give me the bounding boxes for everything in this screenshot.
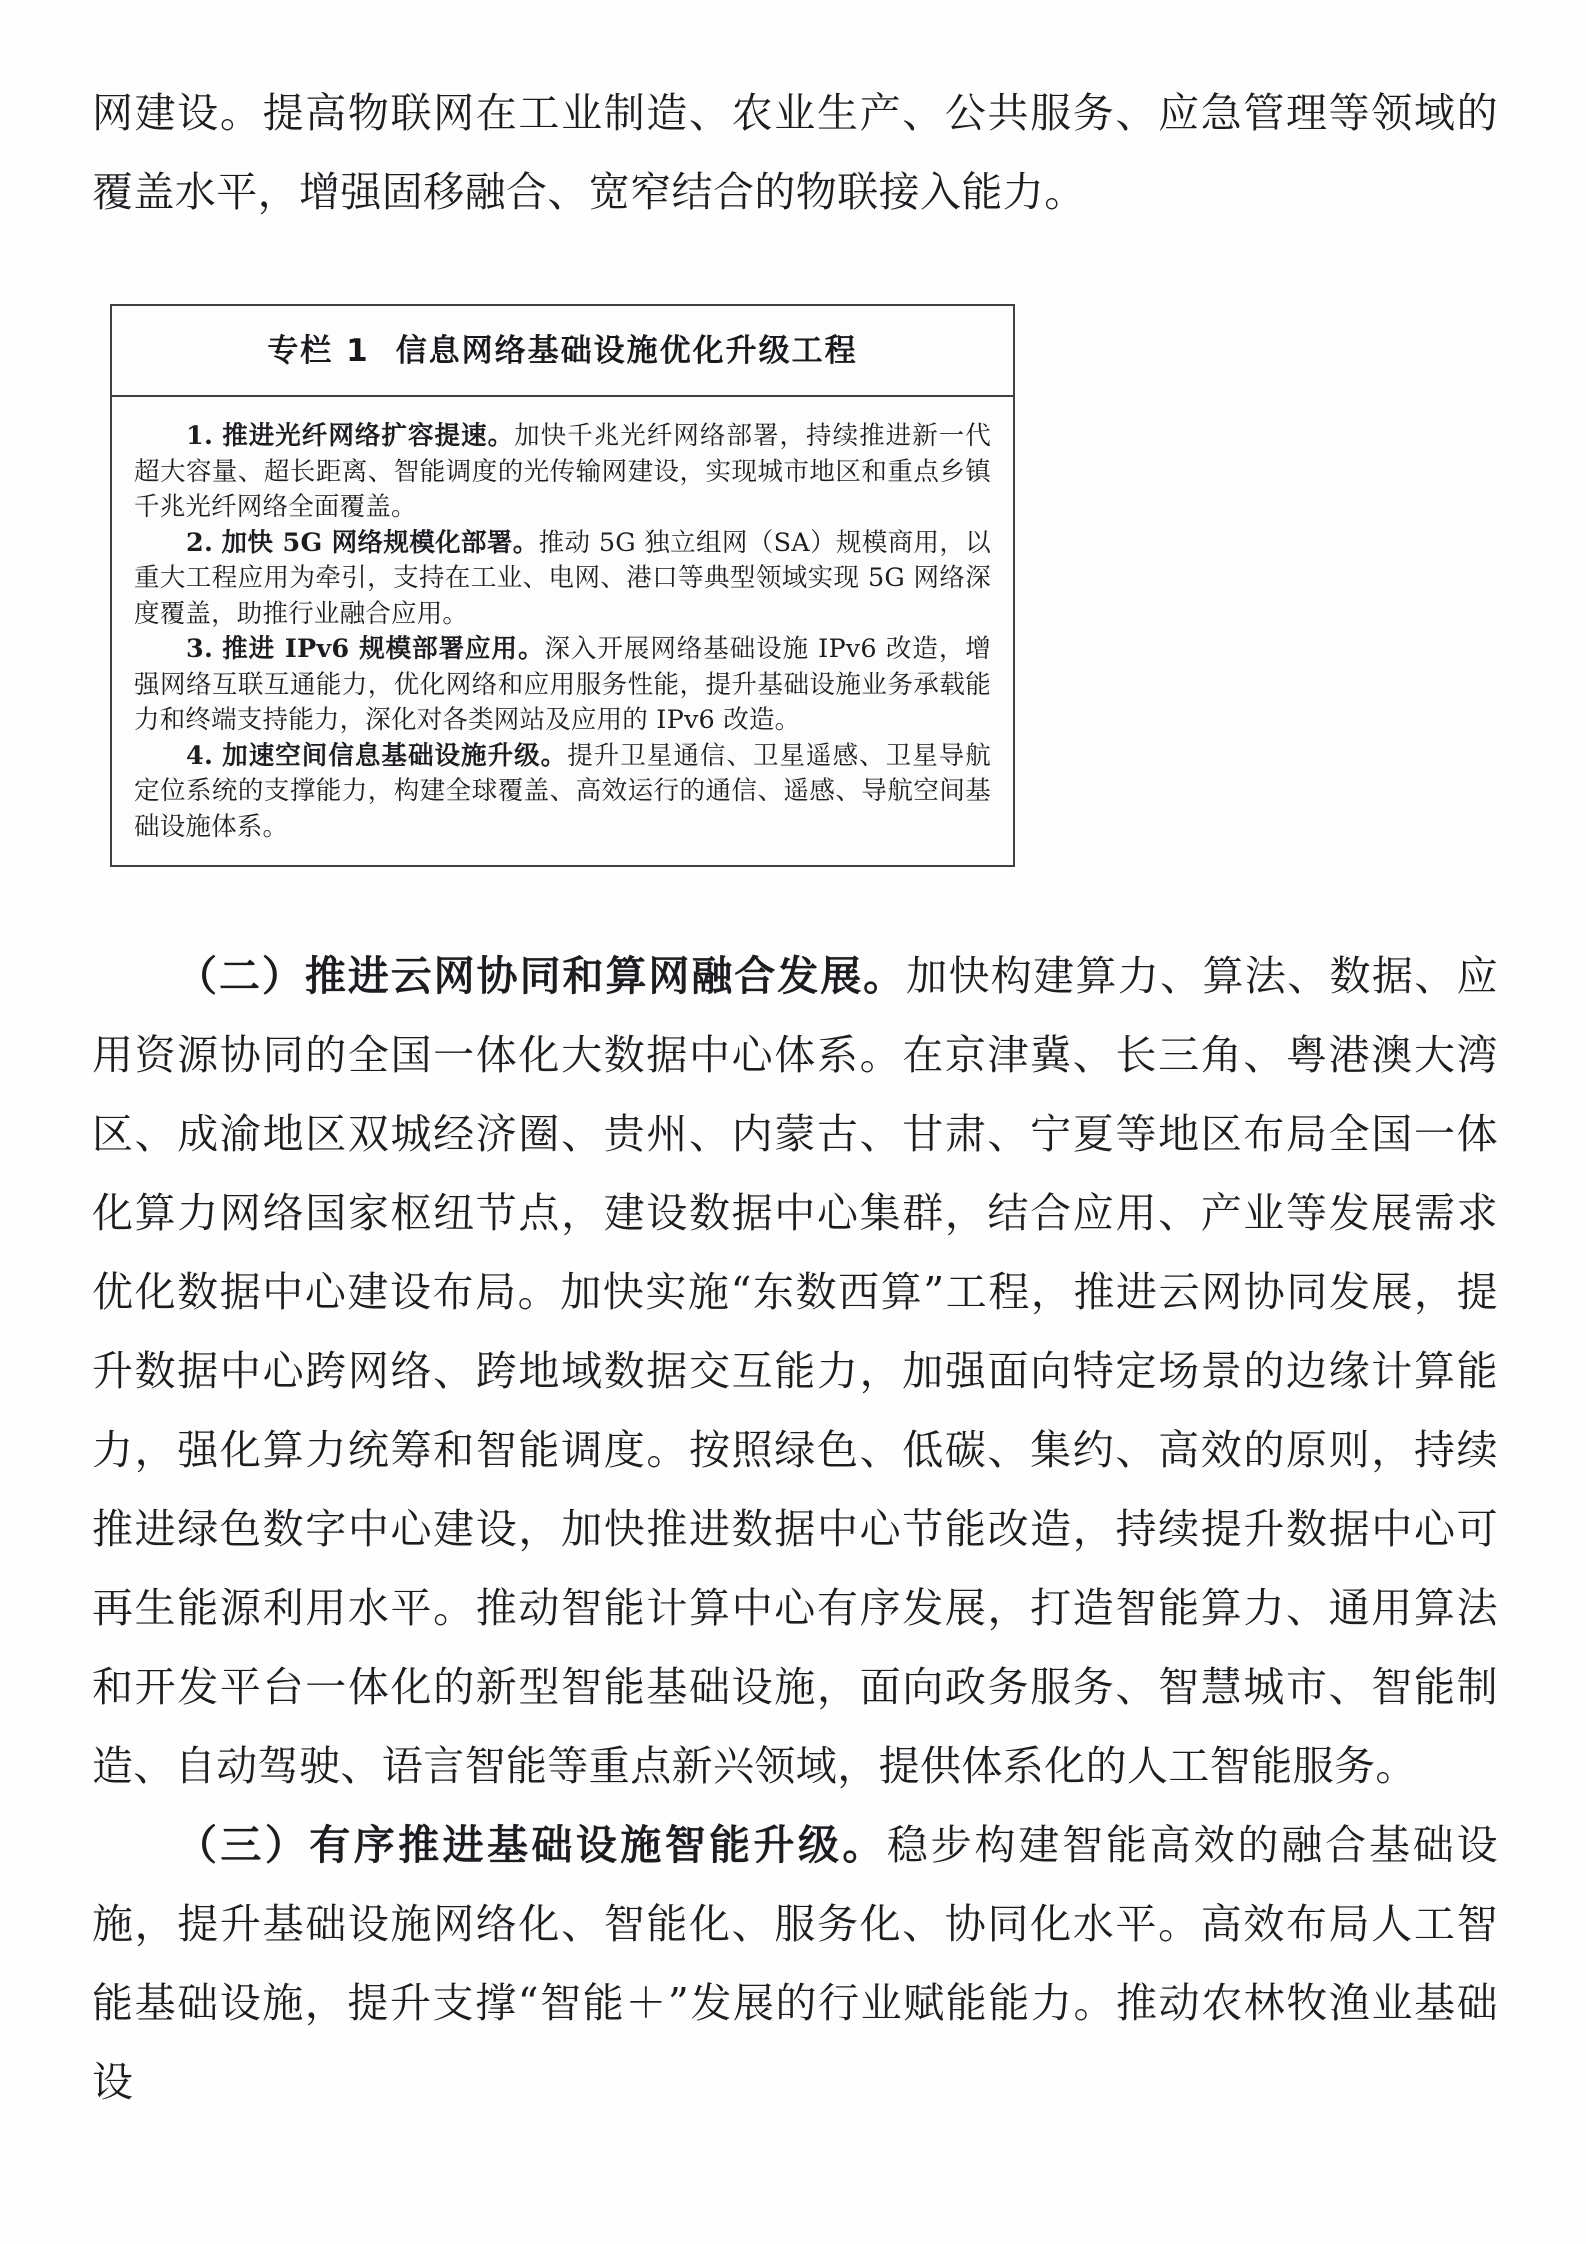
callout-item <box>134 419 991 526</box>
callout-item <box>134 739 991 846</box>
section-body-two: 加快构建算力、算法、数据、应用资源协同的全国一体化大数据中心体系。在京津冀、长三角、粤港澳大湾区、成渝地区双城经济圈、贵州、内蒙古、甘肃、宁夏等地区布局全国一体化算力网络国家枢纽节点，建设数据中心集群，结合应用、产业等发展需求优化数据中心建设布局。加快实施“东数西算”工程，推进云网协同发展，提升数据中心跨网络、跨地域数据交互能力，加强面向特定场景的边缘计算能力，强化算力统筹和智能调度。按照绿色、低碳、集约、高效的原则，持续推进绿色数字中心建设，加快推进数据中心节能改造，持续提升数据中心可再生能源利用水平。推动智能计算中心有序发展，打造智能算力、通用算法和开发平台一体化的新型智能基础设施，面向政务服务、智慧城市、智能制造、自动驾驶、语言智能等重点新兴领域，提供体系化的人工智能服务。 <box>92 952 1498 1791</box>
callout-item <box>134 632 991 739</box>
callout-item-number: 4. <box>186 740 214 771</box>
callout-item-body: 提升卫星通信、卫星遥感、卫星导航定位系统的支撑能力，构建全球覆盖、高效运行的通信、遥感、导航空间基础设施体系。 <box>134 740 991 842</box>
section-body-three: 稳步构建智能高效的融合基础设施，提升基础设施网络化、智能化、服务化、协同化水平。高效布局人工智能基础设施，提升支撑“智能＋”发展的行业赋能能力。推动农林牧渔业基础设 <box>92 1821 1498 2107</box>
callout-item <box>134 526 991 633</box>
page-content <box>92 74 1498 2122</box>
section-lead-two: （二）推进云网协同和算网融合发展。 <box>176 952 907 1001</box>
callout-body <box>112 397 1013 865</box>
callout-item-number: 1. <box>186 421 214 452</box>
continued-paragraph: 网建设。提高物联网在工业制造、农业生产、公共服务、应急管理等领域的覆盖水平，增强固移融合、宽窄结合的物联接入能力。 <box>92 89 1498 216</box>
callout-item-heading: 推进光纤网络扩容提速。 <box>222 421 515 452</box>
callout-item-number: 2. <box>186 527 214 558</box>
callout-box-wrapper <box>110 304 1015 867</box>
callout-item-body: 深入开展网络基础设施 IPv6 改造，增强网络互联互通能力，优化网络和应用服务性能，提升基础设施业务承载能力和终端支持能力，深化对各类网站及应用的 IPv6 改造。 <box>134 634 992 736</box>
callout-item-body: 加快千兆光纤网络部署，持续推进新一代超大容量、超长距离、智能调度的光传输网建设，实现城市地区和重点乡镇千兆光纤网络全面覆盖。 <box>134 421 991 523</box>
section-paragraph-two <box>92 937 1498 1806</box>
callout-item-heading: 加快 5G 网络规模化部署。 <box>221 527 539 558</box>
spacer-below-callout <box>92 867 1498 937</box>
section-paragraph-three <box>92 1806 1498 2122</box>
section-lead-three: （三）有序推进基础设施智能升级。 <box>176 1821 887 1870</box>
callout-box <box>110 304 1015 867</box>
callout-title-label: 专栏 1 <box>267 333 370 369</box>
callout-item-number: 3. <box>186 634 214 665</box>
callout-item-heading: 推进 IPv6 规模部署应用。 <box>222 634 545 665</box>
spacer-above-callout <box>92 232 1498 304</box>
callout-item-heading: 加速空间信息基础设施升级。 <box>222 740 568 771</box>
callout-title <box>112 306 1013 397</box>
callout-item-body: 推动 5G 独立组网（SA）规模商用，以重大工程应用为牵引，支持在工业、电网、港口等典型领域实现 5G 网络深度覆盖，助推行业融合应用。 <box>134 527 991 629</box>
callout-title-name: 信息网络基础设施优化升级工程 <box>395 333 858 369</box>
